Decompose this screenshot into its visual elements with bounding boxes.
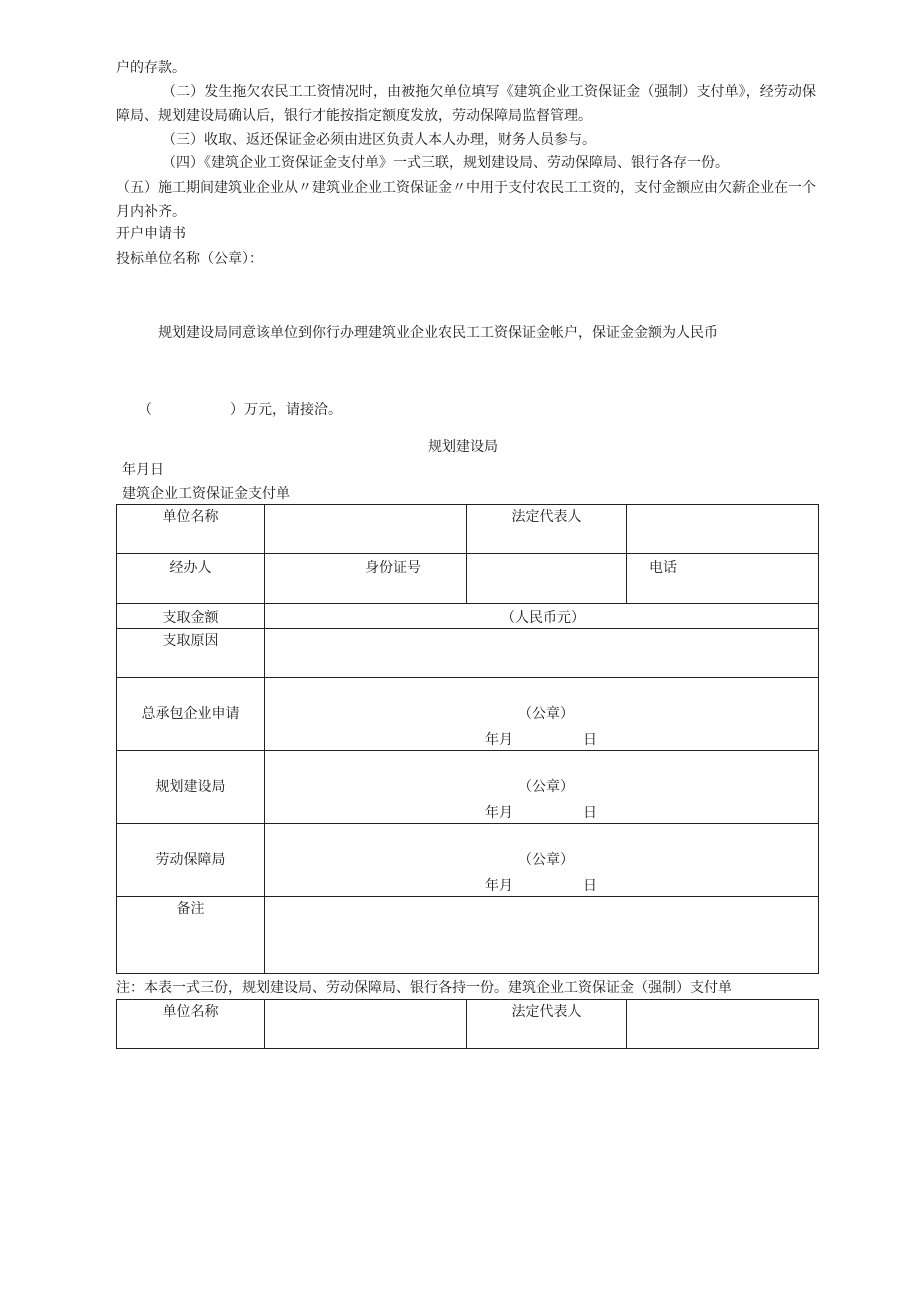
table-row	[117, 505, 819, 554]
remarks-field[interactable]	[265, 897, 819, 974]
unit-name-label: 单位名称	[117, 1000, 265, 1049]
handler-label: 经办人	[117, 554, 265, 604]
planning-bureau-label: 规划建设局	[117, 751, 265, 824]
labor-bureau-cell[interactable]	[265, 824, 819, 897]
payment-form-table	[116, 504, 819, 974]
year-month-text: 年月	[485, 805, 513, 821]
table-row	[117, 897, 819, 974]
legal-rep-label: 法定代表人	[467, 1000, 627, 1049]
form-title: 建筑企业工资保证金支付单	[122, 486, 290, 502]
year-month-text: 年月	[485, 732, 513, 748]
seal-text: （公章）	[518, 852, 574, 868]
paragraph-four: （四）《建筑企业工资保证金支付单》一式三联，规划建设局、劳动保障局、银行各存一份。	[162, 155, 729, 171]
reason-label: 支取原因	[117, 629, 265, 678]
contractor-apply-label: 总承包企业申请	[117, 678, 265, 751]
table-row	[117, 554, 819, 604]
application-date: 年月日	[122, 462, 164, 478]
table-row	[117, 751, 819, 824]
table-row	[117, 678, 819, 751]
seal-text: （公章）	[518, 779, 574, 795]
unit-name-label: 单位名称	[117, 505, 265, 554]
paragraph-two: （二）发生拖欠农民工工资情况时，由被拖欠单位填写《建筑企业工资保证金（强制）支付单》，经劳动保障局、规划建设局确认后，银行才能按指定额度发放，劳动保障局监督管理。	[116, 84, 816, 124]
bidder-label: 投标单位名称（公章）：	[116, 251, 263, 267]
amount-close-text: ）万元，请接洽。	[230, 402, 342, 418]
planning-bureau-cell[interactable]	[265, 751, 819, 824]
id-number-field[interactable]	[467, 554, 627, 604]
table-row	[117, 824, 819, 897]
day-text: 日	[583, 732, 597, 748]
legal-rep-label: 法定代表人	[467, 505, 627, 554]
table-row	[117, 604, 819, 629]
contractor-apply-cell[interactable]	[265, 678, 819, 751]
paragraph-three: （三）收取、返还保证金必须由进区负责人本人办理，财务人员参与。	[162, 132, 596, 148]
second-form-table	[116, 999, 819, 1049]
table-row	[117, 1000, 819, 1049]
amount-open-paren: （	[138, 402, 152, 418]
form-note: 注：本表一式三份，规划建设局、劳动保障局、银行各持一份。建筑企业工资保证金（强制）支付单	[116, 980, 732, 996]
unit-name-field[interactable]	[265, 505, 467, 554]
year-month-text: 年月	[485, 878, 513, 894]
seal-text: （公章）	[518, 706, 574, 722]
legal-rep-field[interactable]	[627, 1000, 819, 1049]
day-text: 日	[583, 805, 597, 821]
paragraph-five: （五）施工期间建筑业企业从〃建筑业企业工资保证金〃中用于支付农民工工资的，支付金额应由欠薪企业在一个月内补齐。	[116, 180, 816, 220]
amount-unit[interactable]: （人民币元）	[265, 604, 819, 629]
day-text: 日	[583, 878, 597, 894]
paragraph-continued: 户的存款。	[116, 60, 186, 76]
unit-name-field[interactable]	[265, 1000, 467, 1049]
application-body: 规划建设局同意该单位到你行办理建筑业企业农民工工资保证金帐户，保证金金额为人民币	[158, 325, 718, 341]
table-row	[117, 629, 819, 678]
id-number-label: 身份证号	[265, 554, 467, 604]
legal-rep-field[interactable]	[627, 505, 819, 554]
application-title: 开户申请书	[116, 226, 186, 242]
phone-label: 电话	[627, 554, 819, 604]
reason-field[interactable]	[265, 629, 819, 678]
remarks-label: 备注	[117, 897, 265, 974]
amount-label: 支取金额	[117, 604, 265, 629]
application-signer: 规划建设局	[428, 439, 498, 455]
labor-bureau-label: 劳动保障局	[117, 824, 265, 897]
